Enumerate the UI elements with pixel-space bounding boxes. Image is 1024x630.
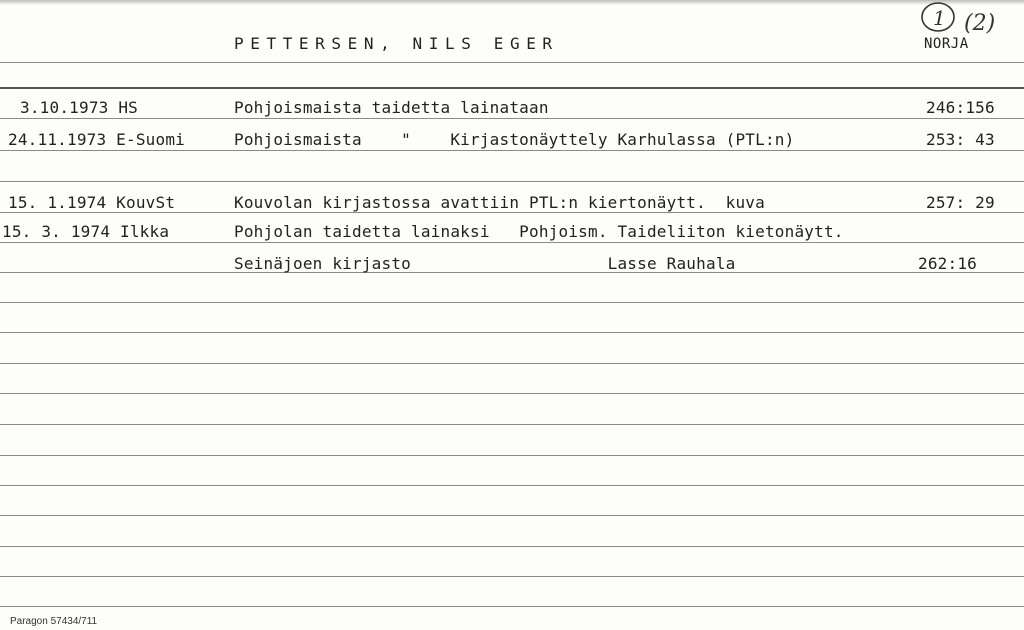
entry-text: Pohjolan taidetta lainaksi Pohjoism. Taideliiton kietonäytt. [234, 222, 844, 241]
entry-text: Pohjoismaista taidetta lainataan [234, 98, 549, 117]
rule-line [0, 118, 1024, 119]
rule-line [0, 363, 1024, 364]
entry-date: 24.11.1973 E-Suomi [8, 130, 185, 149]
entry-text: Kouvolan kirjastossa avattiin PTL:n kiertonäytt. kuva [234, 193, 765, 212]
rule-line [0, 332, 1024, 333]
rule-line [0, 515, 1024, 516]
entry-date: 3.10.1973 HS [20, 98, 138, 117]
printer-mark: Paragon 57434/711 [10, 616, 98, 627]
rule-line [0, 150, 1024, 151]
rule-line [0, 181, 1024, 182]
entry-text: Seinäjoen kirjasto Lasse Rauhala [234, 254, 736, 273]
rule-line [0, 606, 1024, 607]
rule-line [0, 485, 1024, 486]
entry-ref: 262:16 [918, 254, 977, 273]
rule-line [0, 302, 1024, 303]
rule-line [0, 393, 1024, 394]
country-label: NORJA [924, 36, 969, 52]
rule-line [0, 62, 1024, 63]
card-number: 1 [933, 6, 946, 30]
entry-ref: 246:156 [926, 98, 995, 117]
rule-line [0, 212, 1024, 213]
entry-ref: 257: 29 [926, 193, 995, 212]
entry-text: Pohjoismaista " Kirjastonäyttely Karhulassa (PTL:n) [234, 130, 795, 149]
handwritten-card-number [918, 0, 1024, 50]
rule-line-thick [0, 87, 1024, 89]
card-total: (2) [964, 11, 996, 36]
entry-ref: 253: 43 [926, 130, 995, 149]
entry-date: 15. 3. 1974 Ilkka [2, 222, 170, 241]
rule-line [0, 576, 1024, 577]
entry-date: 15. 1.1974 KouvSt [8, 193, 176, 212]
person-name: PETTERSEN, NILS EGER [234, 34, 559, 53]
rule-line [0, 546, 1024, 547]
rule-line [0, 424, 1024, 425]
rule-line [0, 242, 1024, 243]
rule-line [0, 455, 1024, 456]
card-top-edge [0, 0, 1024, 5]
